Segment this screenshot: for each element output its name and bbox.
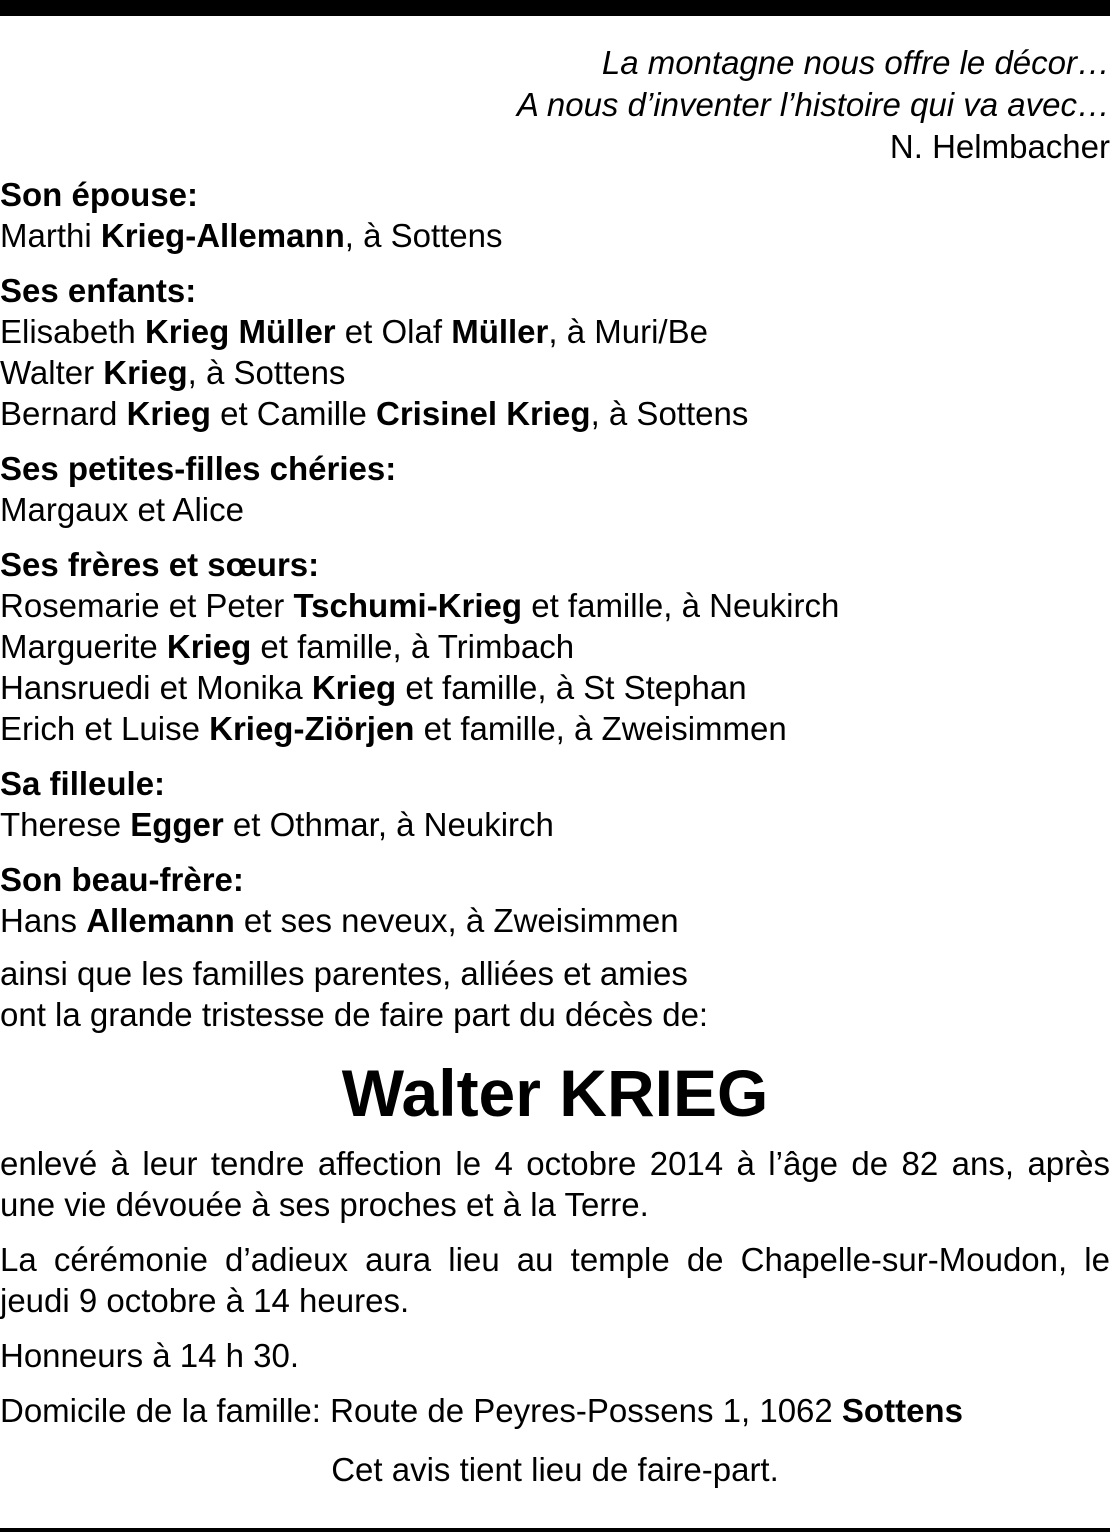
family-member-line [0,900,1110,941]
line-text: Margaux et Alice [0,491,244,528]
family-section [0,270,1110,434]
family-member-line [0,215,1110,256]
family-member-line [0,667,1110,708]
family-name: Allemann [86,902,235,939]
family-name: Egger [130,806,224,843]
section-heading: Ses petites-filles chéries: [0,450,397,487]
ceremony-details: La cérémonie d’adieux aura lieu au temple de Chapelle-sur-Moudon, le jeudi 9 octobre à 14 heures. [0,1241,1110,1319]
line-text: , à Sottens [590,395,749,432]
bottom-rule [0,1528,1110,1532]
family-name: Crisinel Krieg [376,395,591,432]
honours-time: Honneurs à 14 h 30. [0,1337,300,1374]
family-section [0,763,1110,845]
family-member-line [0,626,1110,667]
quote-author: N. Helmbacher [889,128,1110,165]
address-text: Domicile de la famille: Route de Peyres-Possens 1, 1062 [0,1392,842,1429]
announcement-line: ainsi que les familles parentes, alliées et amies [0,955,688,992]
top-rule [0,0,1110,16]
family-name: Krieg-Allemann [100,217,345,254]
family-section [0,859,1110,941]
family-section [0,544,1110,749]
family-member-line [0,585,1110,626]
line-text: Rosemarie et Peter [0,587,294,624]
section-heading: Ses frères et sœurs: [0,546,320,583]
announcement-text [0,953,1110,1035]
quote-line: La montagne nous offre le décor… [601,44,1110,81]
section-heading: Ses enfants: [0,272,197,309]
family-member-line [0,804,1110,845]
line-text: et Olaf [335,313,452,350]
family-member-line [0,393,1110,434]
line-text: et famille, à St Stephan [396,669,747,706]
line-text: Marthi [0,217,101,254]
epigraph-quote [0,42,1110,168]
family-member-line [0,708,1110,749]
family-name: Krieg [126,395,211,432]
line-text: et famille, à Trimbach [251,628,575,665]
deceased-name: Walter KRIEG [341,1056,769,1130]
family-list [0,174,1110,941]
quote-line: A nous d’inventer l’histoire qui va avec… [516,86,1110,123]
line-text: , à Muri/Be [548,313,708,350]
family-member-line [0,489,1110,530]
family-name: Müller [451,313,549,350]
line-text: Walter [0,354,104,391]
family-member-line [0,311,1110,352]
section-heading: Son épouse: [0,176,199,213]
family-name: Krieg Müller [144,313,336,350]
line-text: et ses neveux, à Zweisimmen [234,902,679,939]
line-text: Therese [0,806,131,843]
family-section [0,448,1110,530]
line-text: Marguerite [0,628,167,665]
address-town: Sottens [841,1392,963,1429]
section-heading: Sa filleule: [0,765,166,802]
line-text: et famille, à Neukirch [522,587,840,624]
line-text: Erich et Luise [0,710,210,747]
line-text: Elisabeth [0,313,145,350]
line-text: Hansruedi et Monika [0,669,312,706]
line-text: Hans [0,902,87,939]
family-member-line [0,352,1110,393]
death-details: enlevé à leur tendre affection le 4 octobre 2014 à l’âge de 82 ans, après une vie dévouée à ses proches et à la Terre. [0,1145,1110,1223]
notice-footer: Cet avis tient lieu de faire-part. [331,1451,779,1488]
family-name: Krieg [103,354,188,391]
line-text: , à Sottens [344,217,503,254]
family-name: Tschumi-Krieg [293,587,523,624]
family-address [0,1390,1110,1431]
family-section [0,174,1110,256]
announcement-line: ont la grande tristesse de faire part du décès de: [0,996,709,1033]
line-text: Bernard [0,395,127,432]
family-name: Krieg [311,669,397,706]
line-text: , à Sottens [187,354,346,391]
obituary-notice [0,42,1110,1490]
family-name: Krieg-Ziörjen [209,710,415,747]
line-text: et Camille [210,395,376,432]
section-heading: Son beau-frère: [0,861,244,898]
family-name: Krieg [166,628,252,665]
line-text: et famille, à Zweisimmen [414,710,787,747]
line-text: et Othmar, à Neukirch [223,806,554,843]
